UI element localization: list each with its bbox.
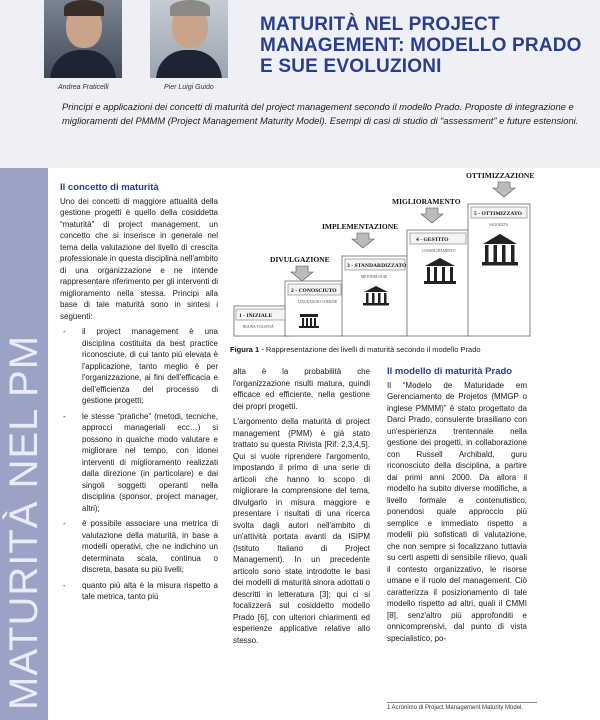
down-arrow-icon: [421, 208, 443, 223]
down-arrow-icon: [291, 266, 313, 281]
sidebar-label: MATURITÀ NEL PM: [2, 334, 46, 710]
sidebar-band: [0, 168, 48, 720]
list-item: - le stesse “pratiche” (metodi, tecniche, approcci manageriali ecc…) si possono in qualche modo valutare e migliorare nel tempo, con idonei interventi di miglioramento realizzati dalla direzione (in particolare) e dai singoli soggetti operanti nella disciplina (sponsor, project manager, altri);: [60, 411, 218, 515]
phase-label: OTTIMIZZAZIONE: [466, 171, 535, 180]
bullet-list: [60, 326, 218, 603]
down-arrow-icon: [352, 233, 374, 248]
level-label: 1 - INIZIALE: [239, 313, 273, 319]
author-photo-1: [44, 0, 122, 78]
figure-caption: [230, 345, 481, 354]
level-label: 5 - OTTIMIZZATO: [474, 211, 522, 217]
level-label: 4 - GESTITO: [416, 237, 449, 243]
level-label: 2 - CONOSCIUTO: [291, 288, 337, 294]
author-name-1: Andrea Fraticelli: [58, 84, 109, 91]
figure-caption-text: - Rappresentazione dei livelli di maturità secondo il modello Prado: [259, 345, 481, 354]
phase-label: DIVULGAZIONE: [270, 255, 330, 264]
paragraph: Uno dei concetti di maggiore attualità della gestione progetti è quello della cosiddetta “maturità” di project management, un concetto che si inserisce in generale nel tema della valutazione del livello di crescita professionale in questa disciplina nell'ambito di una organizzazione e ne intende rappresentare riferimento per gli interventi di miglioramento nella stessa. Principi alla base di tale maturità sono in sintesi i seguenti:: [60, 196, 218, 321]
list-item: - il project management è una disciplina costituita da best practice riconosciute, di cui tanto più elevata è l'applicazione, tanto meglio è per l'organizzazione, ai fini dell'efficacia e dell'efficienza del processo di gestione progetti;: [60, 326, 218, 407]
footnote: 1 Acronimo di Project Management Maturity Model.: [387, 702, 537, 713]
paragraph: alta è la probabilità che l'organizzazione risulti matura, quindi efficace ed efficiente, nella gestione dei propri progetti.: [233, 367, 370, 411]
maturity-staircase-figure: [230, 168, 570, 342]
article-title: MATURITÀ NEL PROJECT MANAGEMENT: MODELLO PRADO E SUE EVOLUZIONI: [260, 14, 582, 77]
paragraph: Il “Modelo de Maturidade em Gerenciamento de Projetos (MMGP o inglese PMMM)” è stato progettato da Darci Prado, consulente brasiliano con un'esperienza trentennale nella gestione dei progetti, in collaborazione con Russell Archibald, guru riconosciuto della disciplina, a partire dai primi anni 2000. Da allora il modello ha subito diverse modifiche, a livello formale e contenutistico, ponendosi quale approccio più semplice e immediato rispetto a modelli più sofisticati di valutazione, che non sempre si focalizzano tuttavia su certi aspetti di sensibile rilievo, quali il contesto organizzativo, le risorse umane e il ruolo del management. Ciò caratterizza il posizionamento di tale modello rispetto ad altri, quali il CMMI [8], senz'altro più approfonditi e onnicomprensivi, dal punto di vista specialistico, po-: [387, 380, 527, 643]
level-subtitle: METODOLOGIE: [361, 275, 388, 279]
phase-label: MIGLIORAMENTO: [392, 197, 461, 206]
article-intro: Principi e applicazioni dei concetti di maturità del project management secondo il modello Prado. Proposte di integrazione e miglioramenti del PMMM (Project Management Maturity Model). Esempi di casi di studio di “assessment” e future estensioni.: [62, 101, 579, 126]
header-band: [0, 0, 600, 168]
level-subtitle: LINGUAGGIO COMUNE: [298, 300, 338, 304]
figure-caption-label: Figura 1: [230, 345, 260, 354]
column-3: [387, 366, 527, 648]
section-heading: Il modello di maturità Prado: [387, 366, 513, 377]
level-label: 3 - STANDARDIZZATO: [347, 263, 407, 269]
section-heading: Il concetto di maturità: [60, 182, 159, 193]
level-subtitle: SAGGEZZA: [489, 223, 508, 227]
paragraph: L'argomento della maturità di project management (PMM) è già stato trattato su questa Rivista [Rif. 2,3,4,5]. Qui si vuole riprendere l'argomento, impostando il primo di una serie di articoli che hanno lo scopo di migliorare la comprensione del tema, divulgarlo in misura maggiore e presentare i risultati di una ricerca svolta dagli autori nell'ambito di un'attività portata avanti da ISIPM (Istituto Italiano di Project Management). In un precedente articolo sono state introdotte le basi dei modelli di maturità sinora adottati o descritti in letteratura [3]; qui ci si focalizzerà sul cosiddetto modello Prado [6], con ulteriori chiarimenti ed esperienze applicative relative allo stesso.: [233, 417, 370, 645]
author-photo-2: [150, 0, 228, 78]
level-subtitle: BUONA VOLONTÀ: [243, 325, 274, 329]
list-item: - è possibile associare una metrica di valutazione della maturità, in base a modelli operativi, che ne indichino un determinata scala, continua o discreta, basata su più livelli;: [60, 518, 218, 576]
phase-label: IMPLEMENTAZIONE: [322, 222, 399, 231]
level-subtitle: CONSOLIDAMENTO: [422, 249, 456, 253]
down-arrow-icon: [493, 182, 515, 197]
column-1: [60, 182, 218, 607]
author-name-2: Pier Luigi Guido: [164, 84, 214, 91]
list-item: - quanto più alta è la misura rispetto a tale metrica, tanto più: [60, 580, 218, 603]
column-2: [233, 366, 370, 650]
